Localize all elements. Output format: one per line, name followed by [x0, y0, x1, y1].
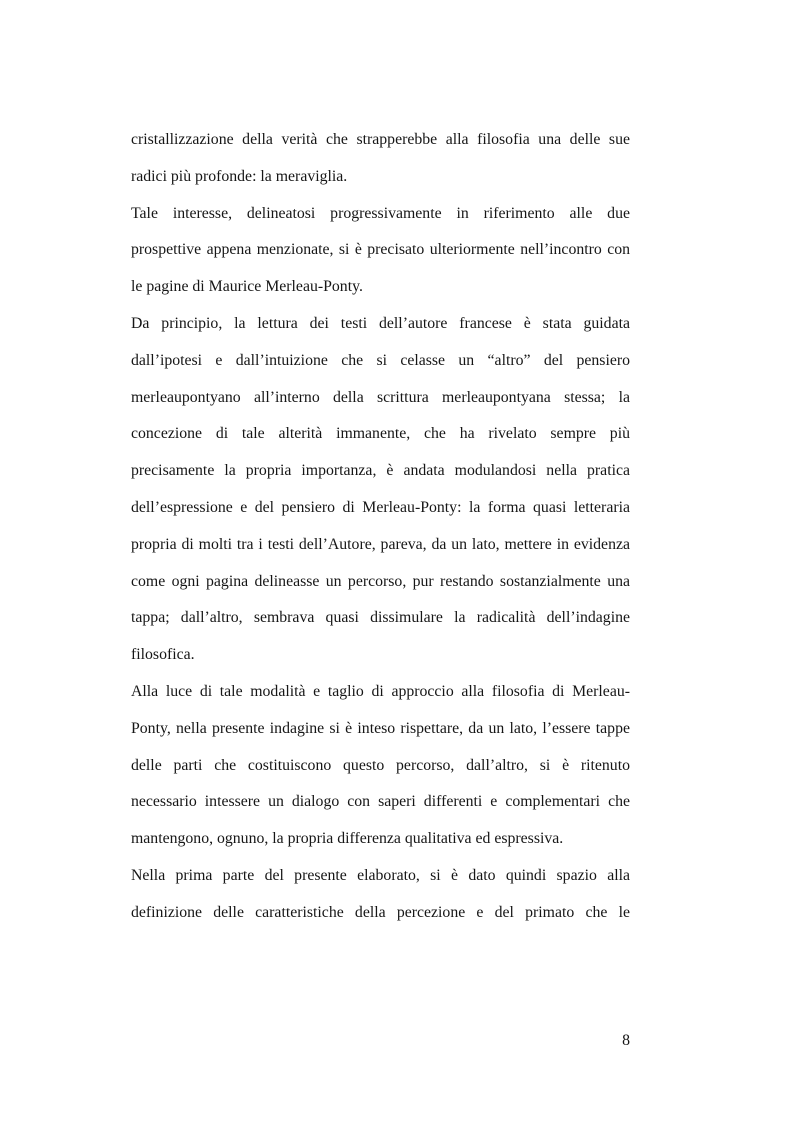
- text-line: delle parti che costituiscono questo percorso, dall’altro, si è ritenuto: [131, 756, 630, 774]
- text-line: precisamente la propria importanza, è andata modulandosi nella pratica: [131, 462, 630, 480]
- text-line: propria di molti tra i testi dell’Autore, pareva, da un lato, mettere in evidenza: [131, 535, 630, 553]
- text-line: tappa; dall’altro, sembrava quasi dissimulare la radicalità dell’indagine: [131, 609, 630, 627]
- text-line: necessario intessere un dialogo con saperi differenti e complementari che: [131, 793, 630, 811]
- text-line: cristallizzazione della verità che strapperebbe alla filosofia una delle sue: [131, 131, 630, 148]
- text-line: Ponty, nella presente indagine si è inteso rispettare, da un lato, l’essere tappe: [131, 719, 630, 737]
- paragraph: [131, 306, 630, 674]
- text-line: dell’espressione e del pensiero di Merleau-Ponty: la forma quasi letteraria: [131, 498, 630, 516]
- text-line: Alla luce di tale modalità e taglio di approccio alla filosofia di Merleau-: [131, 682, 630, 700]
- paragraph: [131, 858, 630, 932]
- paragraph: [131, 674, 630, 858]
- text-line: filosofica.: [131, 646, 195, 664]
- text-line: le pagine di Maurice Merleau-Ponty.: [131, 278, 363, 296]
- body-text: [131, 122, 630, 932]
- text-line: radici più profonde: la meraviglia.: [131, 167, 348, 185]
- text-line: prospettive appena menzionate, si è precisato ulteriormente nell’incontro con: [131, 241, 630, 259]
- text-line: Nella prima parte del presente elaborato, si è dato quindi spazio alla: [131, 866, 630, 884]
- text-line: concezione di tale alterità immanente, che ha rivelato sempre più: [131, 425, 630, 443]
- text-line: dall’ipotesi e dall’intuizione che si celasse un “altro” del pensiero: [131, 351, 630, 369]
- text-line: come ogni pagina delineasse un percorso, pur restando sostanzialmente una: [131, 572, 630, 590]
- page-number: 8: [622, 1032, 630, 1049]
- text-line: mantengono, ognuno, la propria differenza qualitativa ed espressiva.: [131, 830, 564, 848]
- text-line: Da principio, la lettura dei testi dell’autore francese è stata guidata: [131, 314, 630, 332]
- text-line: definizione delle caratteristiche della percezione e del primato che le: [131, 903, 630, 921]
- paragraph: [131, 122, 630, 196]
- text-line: Tale interesse, delineatosi progressivamente in riferimento alle due: [131, 204, 630, 222]
- text-line: merleaupontyano all’interno della scrittura merleaupontyana stessa; la: [131, 388, 630, 406]
- paragraph: [131, 196, 630, 306]
